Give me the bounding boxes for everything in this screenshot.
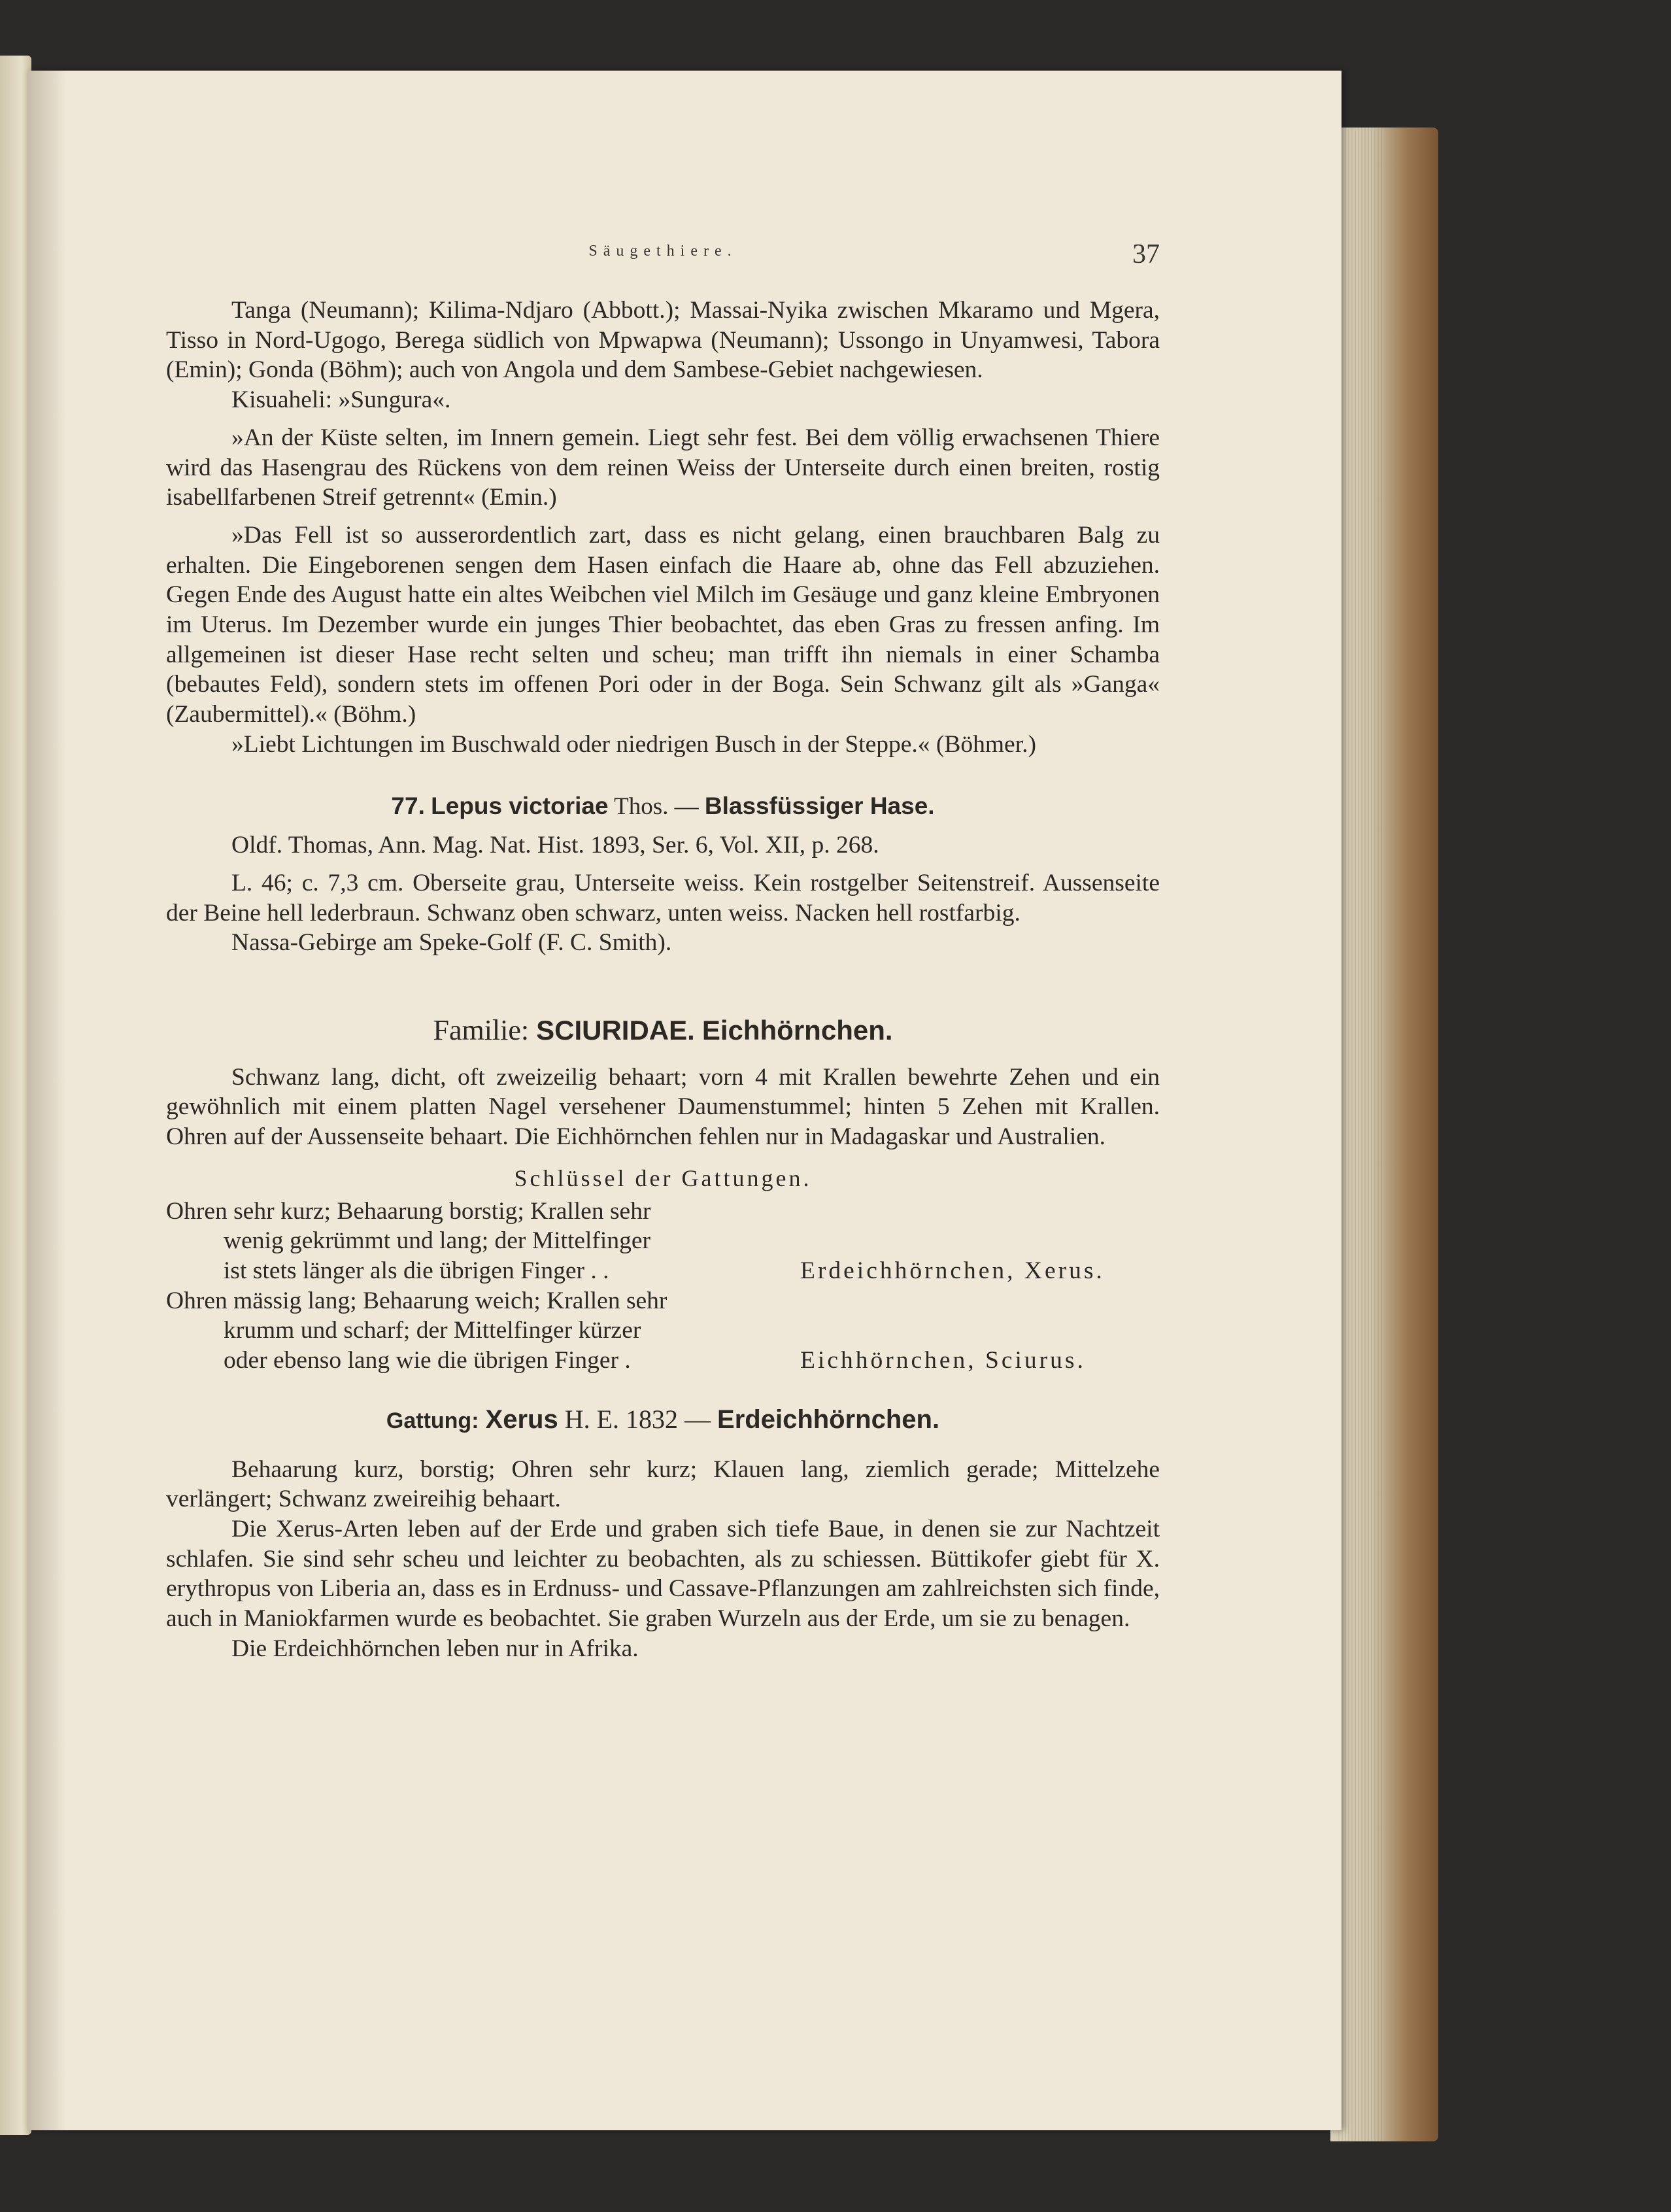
genus-prefix: Gattung: [386,1408,479,1433]
paragraph-boehm-quote: »Das Fell ist so ausserordentlich zart, dass es nicht gelang, einen brauchbaren Balg zu erhalten. Die Eingeborenen sengen dem Hasen einfach die Haare ab, ohne das Fell abzuziehen. Gegen Ende des August hatte ein altes Weibchen viel Milch im Gesäuge und ganz kleine Embryonen im Uterus. Im Dezember wurde ein junges Thier beobachtet, das eben Gras zu fressen anfing. Im allgemeinen ist dieser Hase recht selten und scheu; man trifft ihn niemals in einer Schamba (bebautes Feld), sondern stets im offenen Pori oder in der Boga. Sein Schwanz gilt als »Ganga« (Zaubermittel).« (Böhm.) [166,521,1160,728]
genus-description: Behaarung kurz, borstig; Ohren sehr kurz; Klauen lang, ziemlich gerade; Mittelzehe verlängert; Schwanz zweireihig behaart. [166,1455,1160,1513]
page-header [166,239,1160,278]
key-criteria [166,1197,794,1286]
species-number: 77. [391,792,425,819]
key-line: Ohren mässig lang; Behaarung weich; Krallen sehr [166,1287,667,1314]
genus-dash: — [684,1404,711,1434]
species-author: Thos. [614,792,669,820]
paragraph-localities: Tanga (Neumann); Kilima-Ndjaro (Abbott.); Massai-Nyika zwischen Mkaramo und Mgera, Tisso in Nord-Ugogo, Berega südlich von Mpwapwa (Neumann); Ussongo in Unyamwesi, Tabora (Emin); Gonda (Böhm); auch von Angola und dem Sambese-Gebiet nachgewiesen. [166,297,1160,384]
family-heading [166,1015,1160,1046]
genus-name: Xerus [485,1404,558,1434]
key-heading: Schlüssel der Gattungen. [514,1165,812,1191]
paragraph-kisuaheli: Kisuaheli: »Sungura«. [231,386,451,414]
page-gutter-shadow [27,71,67,2130]
key-result: Erdeichhörnchen, Xerus. [800,1257,1105,1284]
species-common-name: Blassfüssiger Hase. [704,792,935,819]
species-locality: Nassa-Gebirge am Speke-Golf (F. C. Smith). [231,929,672,957]
genus-distribution: Die Erdeichhörnchen leben nur in Afrika. [231,1635,639,1662]
key-line: Ohren sehr kurz; Behaarung borstig; Krallen sehr [166,1197,651,1225]
previous-page-edge [0,56,31,2135]
key-result: Eichhörnchen, Sciurus. [800,1347,1086,1374]
species-heading [166,791,1160,822]
species-dash: — [674,792,699,820]
page-number: 37 [1132,239,1160,269]
paragraph-emin-quote: »An der Küste selten, im Innern gemein. Liegt sehr fest. Bei dem völlig erwachsenen Thiere wird das Hasengrau des Rückens von dem reinen Weiss der Unterseite durch einen breiten, rostig isabellfarbenen Streif getrennt« (Emin.) [166,424,1160,511]
key-row-xerus [166,1197,1160,1286]
genus-common-name: Erdeichhörnchen. [717,1404,940,1434]
running-title: Säugethiere. [588,243,737,260]
key-line: krumm und scharf; der Mittelfinger kürzer [224,1317,641,1344]
key-criteria [166,1286,794,1376]
book-fore-edge [1330,128,1438,2141]
family-common-name: Eichhörnchen. [701,1015,893,1046]
family-description: Schwanz lang, dicht, oft zweizeilig behaart; vorn 4 mit Krallen bewehrte Zehen und ein gewöhnlich mit einem platten Nagel versehener Daumenstummel; hinten 5 Zehen mit Krallen. Ohren auf der Aussenseite behaart. Die Eichhörnchen fehlen nur in Madagaskar und Australien. [166,1063,1160,1151]
key-line: oder ebenso lang wie die übrigen Finger . [224,1347,631,1374]
genus-heading [166,1404,1160,1437]
family-prefix: Familie: [433,1014,530,1047]
family-name: SCIURIDAE. [536,1015,695,1046]
page-body [166,296,1160,1663]
genus-author: H. E. 1832 [564,1404,679,1434]
species-reference: Oldf. Thomas, Ann. Mag. Nat. Hist. 1893, Ser. 6, Vol. XII, p. 268. [231,832,879,859]
species-name: Lepus victoriae [431,792,609,819]
paragraph-boehmer-quote: »Liebt Lichtungen im Buschwald oder niedrigen Busch in der Steppe.« (Böhmer.) [231,730,1036,758]
key-line: ist stets länger als die übrigen Finger . . [224,1257,609,1284]
key-line: wenig gekrümmt und lang; der Mittelfinger [224,1227,650,1255]
species-description: L. 46; c. 7,3 cm. Oberseite grau, Unterseite weiss. Kein rostgelber Seitenstreif. Aussenseite der Beine hell lederbraun. Schwanz oben schwarz, unten weiss. Nacken hell rostfarbig. [166,869,1160,927]
key-row-sciurus [166,1286,1160,1376]
genus-behaviour: Die Xerus-Arten leben auf der Erde und graben sich tiefe Baue, in denen sie zur Nachtzeit schlafen. Sie sind sehr scheu und leichter zu beobachten, als zu schiessen. Büttikofer giebt für X. erythropus von Liberia an, dass es in Erdnuss- und Cassave-Pflanzungen am zahlreichsten sich finde, auch in Maniokfarmen wurde es beobachtet. Sie graben Wurzeln aus der Erde, um sie zu benagen. [166,1515,1160,1633]
